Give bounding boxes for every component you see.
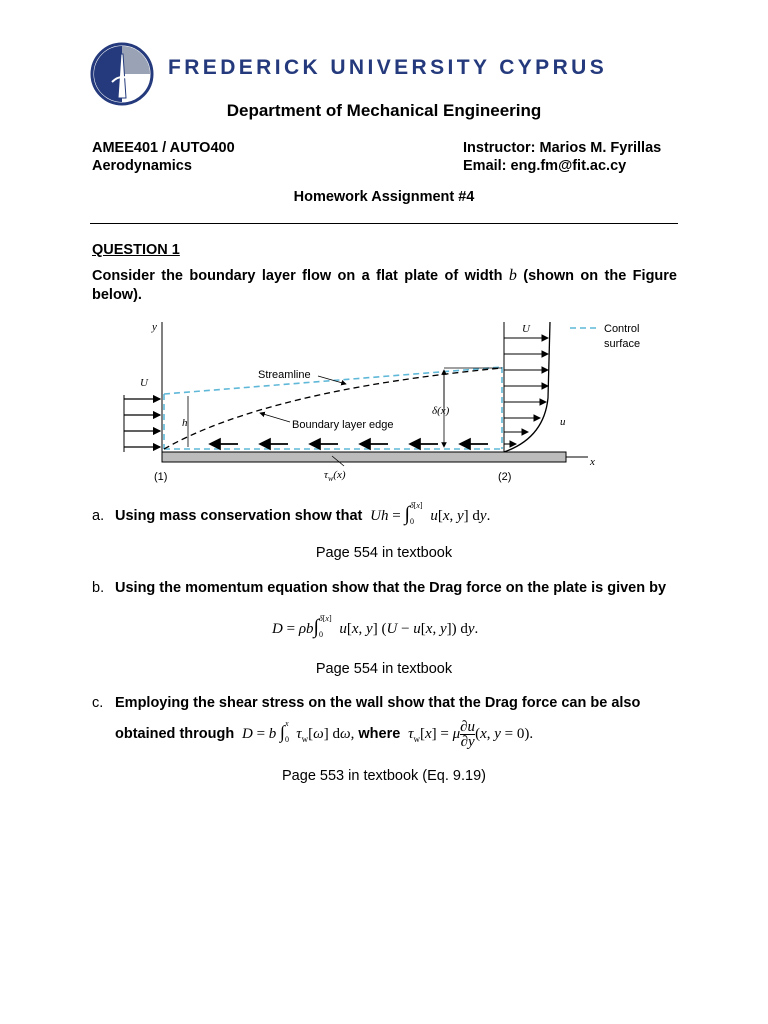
department-title: Department of Mechanical Engineering xyxy=(226,101,542,120)
drag-momentum-equation: $D = \rho b\int_0^{\delta[x]}$ u[x, y] (U − u[x, y]) dy. xyxy=(272,614,479,639)
y-axis-label: y xyxy=(152,321,157,333)
station-2-label: (2) xyxy=(498,471,512,483)
part-a-reference: Page 554 in textbook xyxy=(315,545,453,561)
part-c-text-line2b: where xyxy=(358,725,401,742)
university-logo xyxy=(90,42,154,106)
question-title: QUESTION 1 xyxy=(92,242,180,258)
delta-label: δ(x) xyxy=(432,405,450,417)
drag-shear-equation: D = b $\int_0^x$ $\tau_w[\omega]$ dω, xyxy=(241,718,355,744)
intro-text-a: Consider the boundary layer flow on a flat plate of width xyxy=(92,268,503,284)
course-name: Aerodynamics xyxy=(92,158,192,174)
intro-text-b: (shown on the Figure below). xyxy=(92,268,677,303)
boundary-layer-edge-label: Boundary layer edge xyxy=(292,419,394,431)
part-c-label: c. xyxy=(92,695,104,711)
wall-shear-equation: $\tau_w[x] = \mu$ $\frac{\partial u}{\partial y}$ (x, y = 0). xyxy=(408,719,534,750)
legend-line-1: Control xyxy=(604,323,640,335)
part-a xyxy=(92,503,677,531)
part-a-label: a. xyxy=(92,508,105,524)
instructor-email: Email: eng.fm@fit.ac.cy xyxy=(463,158,627,174)
x-axis-label: x xyxy=(590,456,595,468)
part-c-reference: Page 553 in textbook (Eq. 9.19) xyxy=(282,768,486,784)
instructor-info xyxy=(463,139,661,175)
flat-plate xyxy=(162,452,566,462)
university-seal-icon xyxy=(90,42,154,106)
assignment-title: Homework Assignment #4 xyxy=(293,189,475,205)
course-info xyxy=(92,139,235,175)
h-label: h xyxy=(182,417,188,429)
part-c-text-line2a: obtained through xyxy=(115,725,235,742)
outlet-velocity-arrows xyxy=(504,338,548,444)
mass-conservation-equation: $Uh = \int_0^{\delta[x]}$ u[x, y] dy. xyxy=(370,501,491,526)
part-b-reference: Page 554 in textbook xyxy=(315,661,453,677)
legend-line-2: surface xyxy=(604,338,641,350)
part-b xyxy=(92,579,677,597)
part-c-line2 xyxy=(115,720,675,749)
part-b-text: Using the momentum equation show that the Drag force on the plate is given by xyxy=(115,580,667,596)
question-intro xyxy=(92,266,677,305)
wall-shear-label: $\tau_w(x)$ xyxy=(324,469,346,483)
part-b-label: b. xyxy=(92,580,105,596)
outlet-velocity-label: U xyxy=(522,323,530,335)
u-label: u xyxy=(560,416,566,428)
station-1-label: (1) xyxy=(154,471,168,483)
intro-width-var: b xyxy=(508,267,517,284)
inlet-velocity-label: U xyxy=(140,377,148,389)
instructor-name: Instructor: Marios M. Fyrillas xyxy=(463,140,662,156)
part-c-text-line1: Employing the shear stress on the wall show that the Drag force can be also xyxy=(115,695,641,711)
inlet-velocity-arrows xyxy=(124,395,160,452)
course-code: AMEE401 / AUTO400 xyxy=(92,140,235,156)
part-a-text: Using mass conservation show that xyxy=(115,508,363,524)
university-name: FREDERICK UNIVERSITY CYPRUS xyxy=(168,56,608,79)
streamline-label: Streamline xyxy=(258,369,311,381)
boundary-layer-figure xyxy=(118,318,658,488)
control-surface xyxy=(164,367,502,449)
header-divider xyxy=(90,223,678,224)
part-c xyxy=(92,694,677,712)
